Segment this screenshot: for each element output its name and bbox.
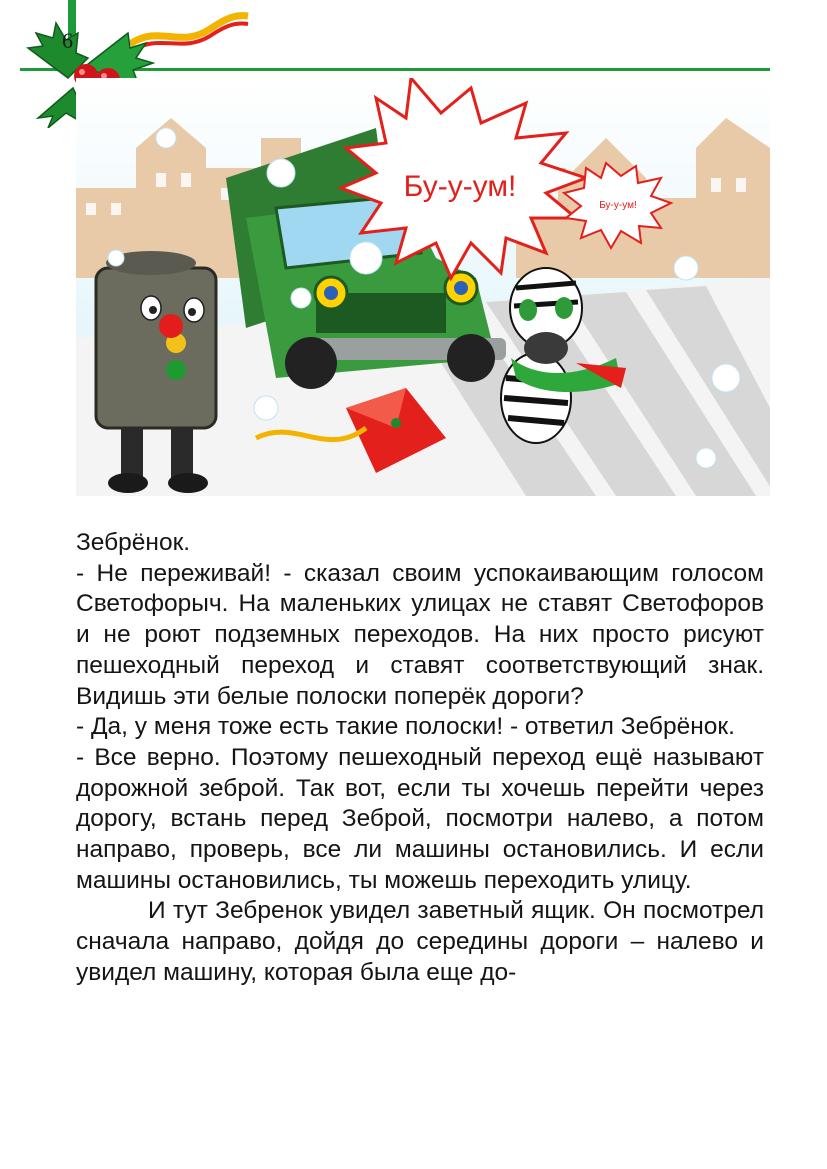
- paragraph: И тут Зебренок увидел заветный ящик. Он посмотрел сначала направо, дойдя до середины дороги – налево и увидел машину, которая была еще до-: [76, 897, 764, 986]
- burst-small-text: Бу-у-ум!: [599, 200, 637, 211]
- illustration-scene: [76, 78, 770, 496]
- paragraph: - Все верно. Поэтому пешеходный переход ещё называют дорожной зеброй. Так вот, если ты хочешь перейти через дорогу, встань перед Зеброй, посмотри налево, а потом направо, проверь, все ли машины остановились. И если машины остановились, ты можешь переходить улицу.: [76, 743, 764, 894]
- page-number: 6: [62, 28, 73, 53]
- paragraph: - Да, у меня тоже есть такие полоски! - ответил Зебрёнок.: [76, 713, 735, 741]
- paragraph: - Не переживай! - сказал своим успокаивающим голосом Светофорыч. На маленьких улицах не ставят Светофоров и не роют подземных переходов. На них просто рисуют пешеходный переход и ставят соответствующий знак. Видишь эти белые полоски поперёк дороги?: [76, 559, 764, 710]
- paragraph: Зебрёнок.: [76, 529, 191, 556]
- story-text: [76, 528, 764, 989]
- story-illustration: [76, 78, 770, 496]
- burst-big-text: Бу-у-ум!: [403, 170, 517, 203]
